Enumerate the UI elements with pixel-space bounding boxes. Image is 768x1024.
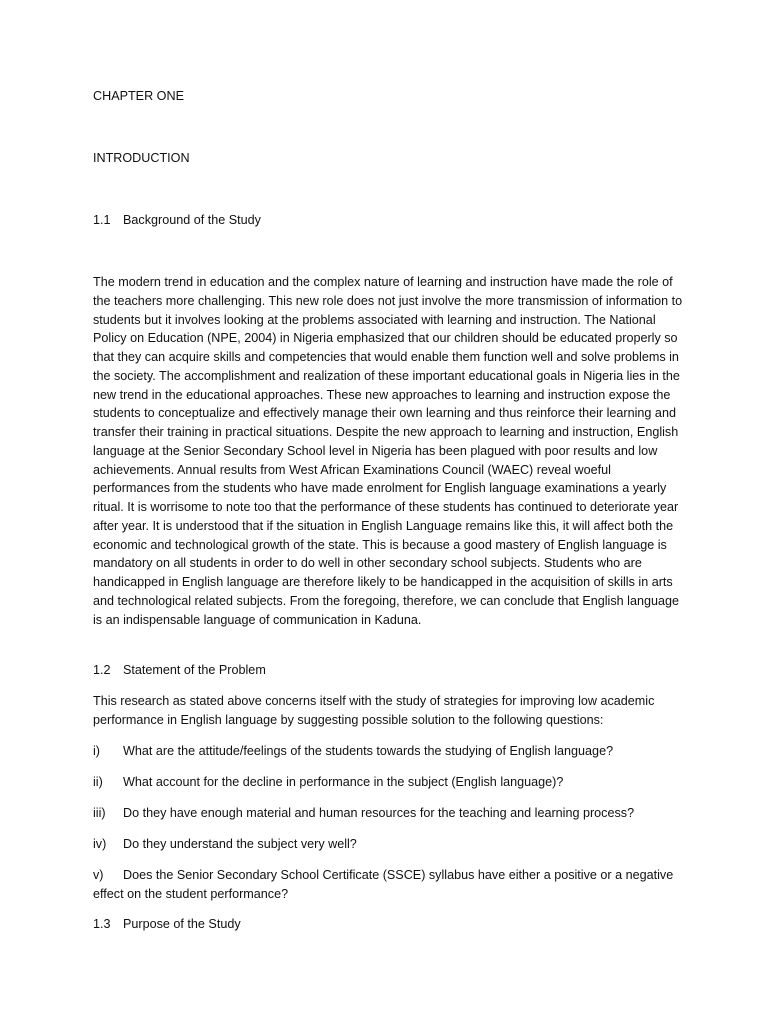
section-heading-1-2 <box>93 661 683 680</box>
chapter-heading: CHAPTER ONE <box>93 89 184 103</box>
question-number: v) <box>93 868 104 882</box>
section-heading-1-3 <box>93 915 683 934</box>
section-number: 1.3 <box>93 917 111 931</box>
question-number: iii) <box>93 806 106 820</box>
question-number: iv) <box>93 837 107 851</box>
question-text: Does the Senior Secondary School Certificate (SSCE) syllabus have either a positive or a negative effect on the student performance? <box>93 868 674 901</box>
section-number: 1.1 <box>93 213 111 227</box>
question-item <box>93 742 683 761</box>
question-item <box>93 804 683 823</box>
section-title: Statement of the Problem <box>123 663 266 677</box>
chapter-title: INTRODUCTION <box>93 151 190 165</box>
question-text: Do they understand the subject very well? <box>123 837 357 851</box>
question-text: What are the attitude/feelings of the students towards the studying of English language? <box>123 744 614 758</box>
background-paragraph: The modern trend in education and the complex nature of learning and instruction have made the role of the teachers more challenging. This new role does not just involve the more transmission of information to students but it involves looking at the problems associated with learning and instruction. The National Policy on Education (NPE, 2004) in Nigeria emphasized that our children should be educated properly so that they can acquire skills and competencies that would enable them function well and solve problems in the society. The accomplishment and realization of these important educational goals in Nigeria lies in the new trend in the educational approaches. These new approaches to learning and instruction expose the students to conceptualize and effectively manage their own learning and thus reinforce their learning and transfer their training in practical situations. Despite the new approach to learning and instruction, English language at the Senior Secondary School level in Nigeria has been plagued with poor results and low achievements. Annual results from West African Examinations Council (WAEC) reveal woeful performances from the students who have made enrolment for English language examinations a yearly ritual. It is worrisome to note too that the performance of these students has continued to deteriorate year after year. It is understood that if the situation in English Language remains like this, it will affect both the economic and technological growth of the state. This is because a good mastery of English language is mandatory on all students in order to do well in other secondary school subjects. Students who are handicapped in English language are therefore likely to be handicapped in the acquisition of skills in arts and technological related subjects. From the foregoing, therefore, we can conclude that English language is an indispensable language of communication in Kaduna. <box>93 275 683 627</box>
section-title: Background of the Study <box>123 213 261 227</box>
problem-paragraph: This research as stated above concerns itself with the study of strategies for improving low academic performance in English language by suggesting possible solution to the following questions: <box>93 694 655 727</box>
question-text: Do they have enough material and human resources for the teaching and learning process? <box>123 806 635 820</box>
section-heading-1-1 <box>93 211 683 230</box>
question-item <box>93 866 683 904</box>
question-number: ii) <box>93 775 103 789</box>
question-item <box>93 773 683 792</box>
question-number: i) <box>93 744 100 758</box>
question-item <box>93 835 683 854</box>
section-number: 1.2 <box>93 663 111 677</box>
section-title: Purpose of the Study <box>123 917 241 931</box>
question-text: What account for the decline in performance in the subject (English language)? <box>123 775 564 789</box>
